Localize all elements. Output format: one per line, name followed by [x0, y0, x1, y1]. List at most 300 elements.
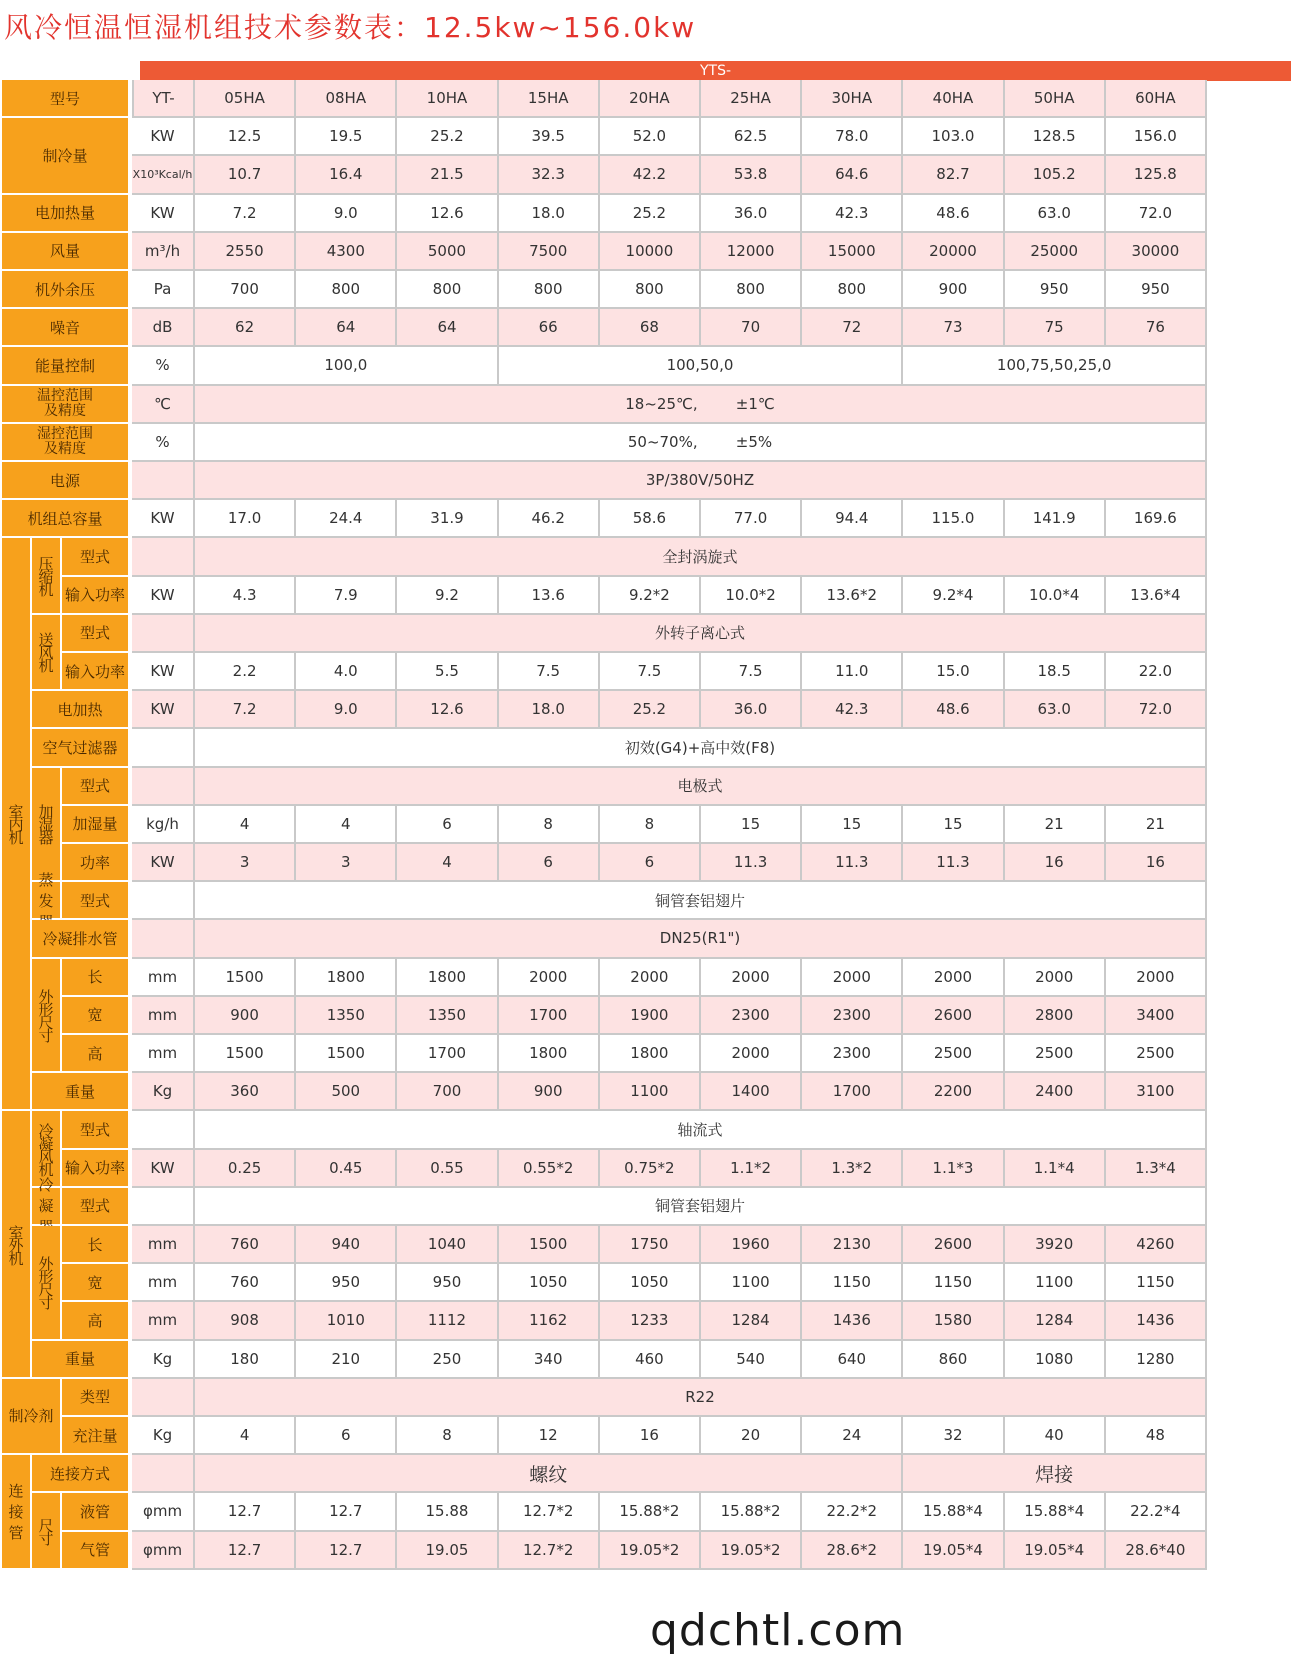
row-label: 充注量: [62, 1417, 130, 1455]
value-cell: 0.55*2: [499, 1150, 600, 1188]
value-cell: 0.75*2: [600, 1150, 701, 1188]
unit-cell: KW: [132, 1150, 195, 1188]
value-cell: 900: [903, 271, 1004, 309]
value-cell: 11.3: [903, 844, 1004, 882]
value-cell: 2000: [802, 959, 903, 997]
value-cell: 1233: [600, 1302, 701, 1340]
row-label: 高: [62, 1035, 130, 1073]
value-cell: 1500: [195, 959, 296, 997]
value-cell: 1900: [600, 997, 701, 1035]
value-cell: 64: [397, 309, 498, 347]
value-cell: 1.1*4: [1005, 1150, 1106, 1188]
value-cell: 4300: [296, 233, 397, 271]
merged-value-cell: 18~25℃, ±1℃: [195, 386, 1207, 424]
value-cell: 1080: [1005, 1341, 1106, 1379]
value-cell: 2500: [1005, 1035, 1106, 1073]
row-label: 发: [32, 882, 62, 920]
value-cell: 19.05*4: [1005, 1532, 1106, 1570]
value-cell: 20HA: [600, 80, 701, 118]
value-cell: 9.0: [296, 195, 397, 233]
value-cell: 9.2*2: [600, 577, 701, 615]
value-cell: 6: [499, 844, 600, 882]
row-label: 重量: [32, 1341, 130, 1379]
row-label: 风量: [2, 233, 130, 271]
value-cell: 72.0: [1106, 691, 1207, 729]
value-cell: 73: [903, 309, 1004, 347]
merged-value-cell: 50~70%, ±5%: [195, 424, 1207, 462]
value-cell: 3100: [1106, 1073, 1207, 1111]
merged-value-cell: 螺纹: [195, 1455, 903, 1493]
value-cell: 19.5: [296, 118, 397, 156]
value-cell: 17.0: [195, 500, 296, 538]
value-cell: 2000: [1106, 959, 1207, 997]
value-cell: 800: [600, 271, 701, 309]
value-cell: 1150: [1106, 1264, 1207, 1302]
unit-cell: KW: [132, 844, 195, 882]
value-cell: 1700: [802, 1073, 903, 1111]
merged-value-cell: 100,0: [195, 347, 499, 385]
value-cell: 12.7: [195, 1532, 296, 1570]
value-cell: 4: [296, 806, 397, 844]
row-label: 型式: [62, 538, 130, 576]
unit-cell: dB: [132, 309, 195, 347]
value-cell: 28.6*40: [1106, 1532, 1207, 1570]
value-cell: 940: [296, 1226, 397, 1264]
value-cell: 800: [701, 271, 802, 309]
value-cell: 2400: [1005, 1073, 1106, 1111]
value-cell: 42.3: [802, 195, 903, 233]
unit-cell: kg/h: [132, 806, 195, 844]
value-cell: 1800: [499, 1035, 600, 1073]
merged-value-cell: 铜管套铝翅片: [195, 882, 1207, 920]
value-cell: 32.3: [499, 156, 600, 194]
value-cell: 1.3*4: [1106, 1150, 1207, 1188]
value-cell: 800: [499, 271, 600, 309]
value-cell: 12.6: [397, 691, 498, 729]
value-cell: 25HA: [701, 80, 802, 118]
row-label: 湿控范围 及精度: [2, 424, 130, 462]
value-cell: 7.5: [701, 653, 802, 691]
merged-value-cell: 100,75,50,25,0: [903, 347, 1207, 385]
row-label: 凝: [32, 1188, 62, 1226]
value-cell: 19.05*2: [701, 1532, 802, 1570]
value-cell: 64.6: [802, 156, 903, 194]
unit-cell: [132, 729, 195, 767]
value-cell: 1700: [499, 997, 600, 1035]
value-cell: 2300: [802, 997, 903, 1035]
merged-value-cell: 全封涡旋式: [195, 538, 1207, 576]
value-cell: 76: [1106, 309, 1207, 347]
value-cell: 800: [397, 271, 498, 309]
value-cell: 15.88*2: [600, 1493, 701, 1531]
merged-value-cell: 初效(G4)+高中效(F8): [195, 729, 1207, 767]
value-cell: 1284: [701, 1302, 802, 1340]
value-cell: 13.6*2: [802, 577, 903, 615]
value-cell: 1700: [397, 1035, 498, 1073]
value-cell: 7500: [499, 233, 600, 271]
value-cell: 0.45: [296, 1150, 397, 1188]
value-cell: 1010: [296, 1302, 397, 1340]
value-cell: 7.5: [499, 653, 600, 691]
value-cell: 25.2: [397, 118, 498, 156]
value-cell: 62: [195, 309, 296, 347]
value-cell: 20000: [903, 233, 1004, 271]
value-cell: 5.5: [397, 653, 498, 691]
value-cell: 72.0: [1106, 195, 1207, 233]
value-cell: 48.6: [903, 195, 1004, 233]
value-cell: 1150: [903, 1264, 1004, 1302]
merged-value-cell: 焊接: [903, 1455, 1207, 1493]
value-cell: 16: [1005, 844, 1106, 882]
unit-cell: [132, 1455, 195, 1493]
value-cell: 42.3: [802, 691, 903, 729]
value-cell: 800: [802, 271, 903, 309]
unit-cell: mm: [132, 997, 195, 1035]
value-cell: 18.0: [499, 195, 600, 233]
value-cell: 11.0: [802, 653, 903, 691]
row-label: 压缩机: [32, 538, 62, 614]
unit-cell: [132, 882, 195, 920]
unit-cell: mm: [132, 1226, 195, 1264]
unit-cell: [132, 462, 195, 500]
series-header-bar: YTS-: [140, 61, 1291, 81]
value-cell: 10HA: [397, 80, 498, 118]
value-cell: 2200: [903, 1073, 1004, 1111]
value-cell: 13.6*4: [1106, 577, 1207, 615]
value-cell: 18.5: [1005, 653, 1106, 691]
row-label: 电加热量: [2, 195, 130, 233]
value-cell: 52.0: [600, 118, 701, 156]
value-cell: 3920: [1005, 1226, 1106, 1264]
row-label: 加湿量: [62, 806, 130, 844]
value-cell: 21: [1005, 806, 1106, 844]
value-cell: 1.1*2: [701, 1150, 802, 1188]
row-label: 能量控制: [2, 347, 130, 385]
row-label: 输入功率: [62, 577, 130, 615]
row-label: 送风机: [32, 615, 62, 691]
value-cell: 2550: [195, 233, 296, 271]
value-cell: 64: [296, 309, 397, 347]
value-cell: 908: [195, 1302, 296, 1340]
value-cell: 1436: [802, 1302, 903, 1340]
value-cell: 78.0: [802, 118, 903, 156]
unit-cell: X10³Kcal/h: [132, 156, 195, 194]
value-cell: 2500: [903, 1035, 1004, 1073]
value-cell: 12000: [701, 233, 802, 271]
page-title: 风冷恒温恒湿机组技术参数表：12.5kw~156.0kw: [4, 11, 697, 44]
value-cell: 4.3: [195, 577, 296, 615]
value-cell: 11.3: [701, 844, 802, 882]
value-cell: 8: [397, 1417, 498, 1455]
value-cell: 63.0: [1005, 691, 1106, 729]
row-label: 电源: [2, 462, 130, 500]
value-cell: 1.3*2: [802, 1150, 903, 1188]
value-cell: 15.88*4: [1005, 1493, 1106, 1531]
unit-cell: [132, 538, 195, 576]
row-label: 气管: [62, 1532, 130, 1570]
row-label: 高: [62, 1302, 130, 1340]
value-cell: 12: [499, 1417, 600, 1455]
value-cell: 12.6: [397, 195, 498, 233]
value-cell: 3: [195, 844, 296, 882]
unit-cell: mm: [132, 1035, 195, 1073]
value-cell: 30000: [1106, 233, 1207, 271]
value-cell: 12.7: [296, 1493, 397, 1531]
value-cell: 1800: [296, 959, 397, 997]
value-cell: 9.0: [296, 691, 397, 729]
value-cell: 21.5: [397, 156, 498, 194]
row-label: 型式: [62, 1111, 130, 1149]
value-cell: 1162: [499, 1302, 600, 1340]
value-cell: 1100: [1005, 1264, 1106, 1302]
value-cell: 75: [1005, 309, 1106, 347]
value-cell: 1280: [1106, 1341, 1207, 1379]
value-cell: 128.5: [1005, 118, 1106, 156]
value-cell: 1150: [802, 1264, 903, 1302]
row-label: 长: [62, 959, 130, 997]
value-cell: 21: [1106, 806, 1207, 844]
value-cell: 900: [195, 997, 296, 1035]
unit-cell: [132, 1111, 195, 1149]
value-cell: 30HA: [802, 80, 903, 118]
value-cell: 1800: [600, 1035, 701, 1073]
row-label: 制冷量: [2, 118, 130, 194]
value-cell: 360: [195, 1073, 296, 1111]
value-cell: 1050: [600, 1264, 701, 1302]
value-cell: 10.7: [195, 156, 296, 194]
value-cell: 460: [600, 1341, 701, 1379]
value-cell: 72: [802, 309, 903, 347]
value-cell: 210: [296, 1341, 397, 1379]
value-cell: 82.7: [903, 156, 1004, 194]
value-cell: 10000: [600, 233, 701, 271]
value-cell: 39.5: [499, 118, 600, 156]
value-cell: 900: [499, 1073, 600, 1111]
value-cell: 1960: [701, 1226, 802, 1264]
value-cell: 156.0: [1106, 118, 1207, 156]
value-cell: 2000: [701, 959, 802, 997]
value-cell: 2300: [701, 997, 802, 1035]
value-cell: 15: [802, 806, 903, 844]
unit-cell: YT-: [132, 80, 195, 118]
value-cell: 860: [903, 1341, 1004, 1379]
value-cell: 3: [296, 844, 397, 882]
value-cell: 169.6: [1106, 500, 1207, 538]
unit-cell: KW: [132, 118, 195, 156]
row-label: 室外机: [2, 1111, 32, 1378]
unit-cell: Kg: [132, 1073, 195, 1111]
value-cell: 950: [397, 1264, 498, 1302]
value-cell: 0.25: [195, 1150, 296, 1188]
value-cell: 28.6*2: [802, 1532, 903, 1570]
value-cell: 2000: [903, 959, 1004, 997]
value-cell: 7.2: [195, 195, 296, 233]
value-cell: 12.7*2: [499, 1493, 600, 1531]
unit-cell: KW: [132, 577, 195, 615]
value-cell: 1500: [499, 1226, 600, 1264]
value-cell: 24.4: [296, 500, 397, 538]
value-cell: 19.05*2: [600, 1532, 701, 1570]
value-cell: 1284: [1005, 1302, 1106, 1340]
value-cell: 16.4: [296, 156, 397, 194]
merged-value-cell: 电极式: [195, 768, 1207, 806]
value-cell: 1500: [296, 1035, 397, 1073]
value-cell: 77.0: [701, 500, 802, 538]
value-cell: 50HA: [1005, 80, 1106, 118]
row-label: 宽: [62, 997, 130, 1035]
value-cell: 1112: [397, 1302, 498, 1340]
value-cell: 20: [701, 1417, 802, 1455]
value-cell: 1350: [296, 997, 397, 1035]
unit-cell: %: [132, 347, 195, 385]
value-cell: 22.2*2: [802, 1493, 903, 1531]
row-label: 长: [62, 1226, 130, 1264]
value-cell: 6: [296, 1417, 397, 1455]
unit-cell: m³/h: [132, 233, 195, 271]
value-cell: 2000: [701, 1035, 802, 1073]
value-cell: 15.88*4: [903, 1493, 1004, 1531]
watermark: qdchtl.com: [650, 1605, 906, 1656]
merged-value-cell: 轴流式: [195, 1111, 1207, 1149]
value-cell: 180: [195, 1341, 296, 1379]
row-label: 温控范围 及精度: [2, 386, 130, 424]
value-cell: 1050: [499, 1264, 600, 1302]
value-cell: 40HA: [903, 80, 1004, 118]
unit-cell: [132, 615, 195, 653]
value-cell: 2000: [600, 959, 701, 997]
value-cell: 760: [195, 1226, 296, 1264]
value-cell: 2000: [1005, 959, 1106, 997]
value-cell: 8: [600, 806, 701, 844]
value-cell: 15: [903, 806, 1004, 844]
row-label: 电加热: [32, 691, 130, 729]
value-cell: 66: [499, 309, 600, 347]
value-cell: 24: [802, 1417, 903, 1455]
value-cell: 141.9: [1005, 500, 1106, 538]
unit-cell: [132, 1379, 195, 1417]
value-cell: 11.3: [802, 844, 903, 882]
value-cell: 125.8: [1106, 156, 1207, 194]
row-label: 机外余压: [2, 271, 130, 309]
value-cell: 70: [701, 309, 802, 347]
value-cell: 1580: [903, 1302, 1004, 1340]
unit-cell: mm: [132, 959, 195, 997]
unit-cell: Kg: [132, 1417, 195, 1455]
value-cell: 48: [1106, 1417, 1207, 1455]
value-cell: 48.6: [903, 691, 1004, 729]
value-cell: 7.5: [600, 653, 701, 691]
row-label: 室内机: [2, 538, 32, 1111]
value-cell: 4260: [1106, 1226, 1207, 1264]
value-cell: 2130: [802, 1226, 903, 1264]
value-cell: 22.0: [1106, 653, 1207, 691]
value-cell: 46.2: [499, 500, 600, 538]
value-cell: 15.88*2: [701, 1493, 802, 1531]
row-label: 连接管: [2, 1455, 32, 1570]
row-label: 重量: [32, 1073, 130, 1111]
value-cell: 6: [600, 844, 701, 882]
unit-cell: Pa: [132, 271, 195, 309]
unit-cell: mm: [132, 1302, 195, 1340]
value-cell: 1436: [1106, 1302, 1207, 1340]
row-label: 空气过滤器: [32, 729, 130, 767]
value-cell: 94.4: [802, 500, 903, 538]
row-label: 尺寸: [32, 1493, 62, 1569]
row-label: 机组总容量: [2, 500, 130, 538]
value-cell: 1.1*3: [903, 1150, 1004, 1188]
row-label: 型式: [62, 615, 130, 653]
value-cell: 760: [195, 1264, 296, 1302]
merged-value-cell: 100,50,0: [499, 347, 904, 385]
unit-cell: KW: [132, 500, 195, 538]
value-cell: 63.0: [1005, 195, 1106, 233]
value-cell: 700: [397, 1073, 498, 1111]
value-cell: 2.2: [195, 653, 296, 691]
value-cell: 6: [397, 806, 498, 844]
row-label: 输入功率: [62, 1150, 130, 1188]
value-cell: 58.6: [600, 500, 701, 538]
row-label: 噪音: [2, 309, 130, 347]
value-cell: 340: [499, 1341, 600, 1379]
row-label: 型式: [62, 1188, 130, 1226]
value-cell: 15: [701, 806, 802, 844]
unit-cell: KW: [132, 653, 195, 691]
value-cell: 9.2: [397, 577, 498, 615]
value-cell: 950: [296, 1264, 397, 1302]
value-cell: 08HA: [296, 80, 397, 118]
row-label: 外形尺寸: [32, 959, 62, 1074]
unit-cell: [132, 1188, 195, 1226]
value-cell: 10.0*2: [701, 577, 802, 615]
row-label: 输入功率: [62, 653, 130, 691]
unit-cell: KW: [132, 691, 195, 729]
value-cell: 36.0: [701, 195, 802, 233]
value-cell: 1040: [397, 1226, 498, 1264]
value-cell: 103.0: [903, 118, 1004, 156]
merged-value-cell: 铜管套铝翅片: [195, 1188, 1207, 1226]
value-cell: 1800: [397, 959, 498, 997]
value-cell: 1500: [195, 1035, 296, 1073]
row-label: 型式: [62, 768, 130, 806]
unit-cell: φmm: [132, 1532, 195, 1570]
value-cell: 25.2: [600, 691, 701, 729]
unit-cell: [132, 768, 195, 806]
value-cell: 3400: [1106, 997, 1207, 1035]
merged-value-cell: R22: [195, 1379, 1207, 1417]
value-cell: 1750: [600, 1226, 701, 1264]
unit-cell: [132, 920, 195, 958]
value-cell: 4: [195, 806, 296, 844]
value-cell: 15000: [802, 233, 903, 271]
row-label: 冷凝风机: [32, 1111, 62, 1187]
value-cell: 25000: [1005, 233, 1106, 271]
value-cell: 53.8: [701, 156, 802, 194]
value-cell: 2000: [499, 959, 600, 997]
value-cell: 19.05*4: [903, 1532, 1004, 1570]
value-cell: 68: [600, 309, 701, 347]
value-cell: 2600: [903, 997, 1004, 1035]
row-label: 型式: [62, 882, 130, 920]
merged-value-cell: 3P/380V/50HZ: [195, 462, 1207, 500]
value-cell: 800: [296, 271, 397, 309]
value-cell: 36.0: [701, 691, 802, 729]
value-cell: 4: [195, 1417, 296, 1455]
value-cell: 15.0: [903, 653, 1004, 691]
value-cell: 7.2: [195, 691, 296, 729]
row-label: 宽: [62, 1264, 130, 1302]
value-cell: 62.5: [701, 118, 802, 156]
value-cell: 2600: [903, 1226, 1004, 1264]
